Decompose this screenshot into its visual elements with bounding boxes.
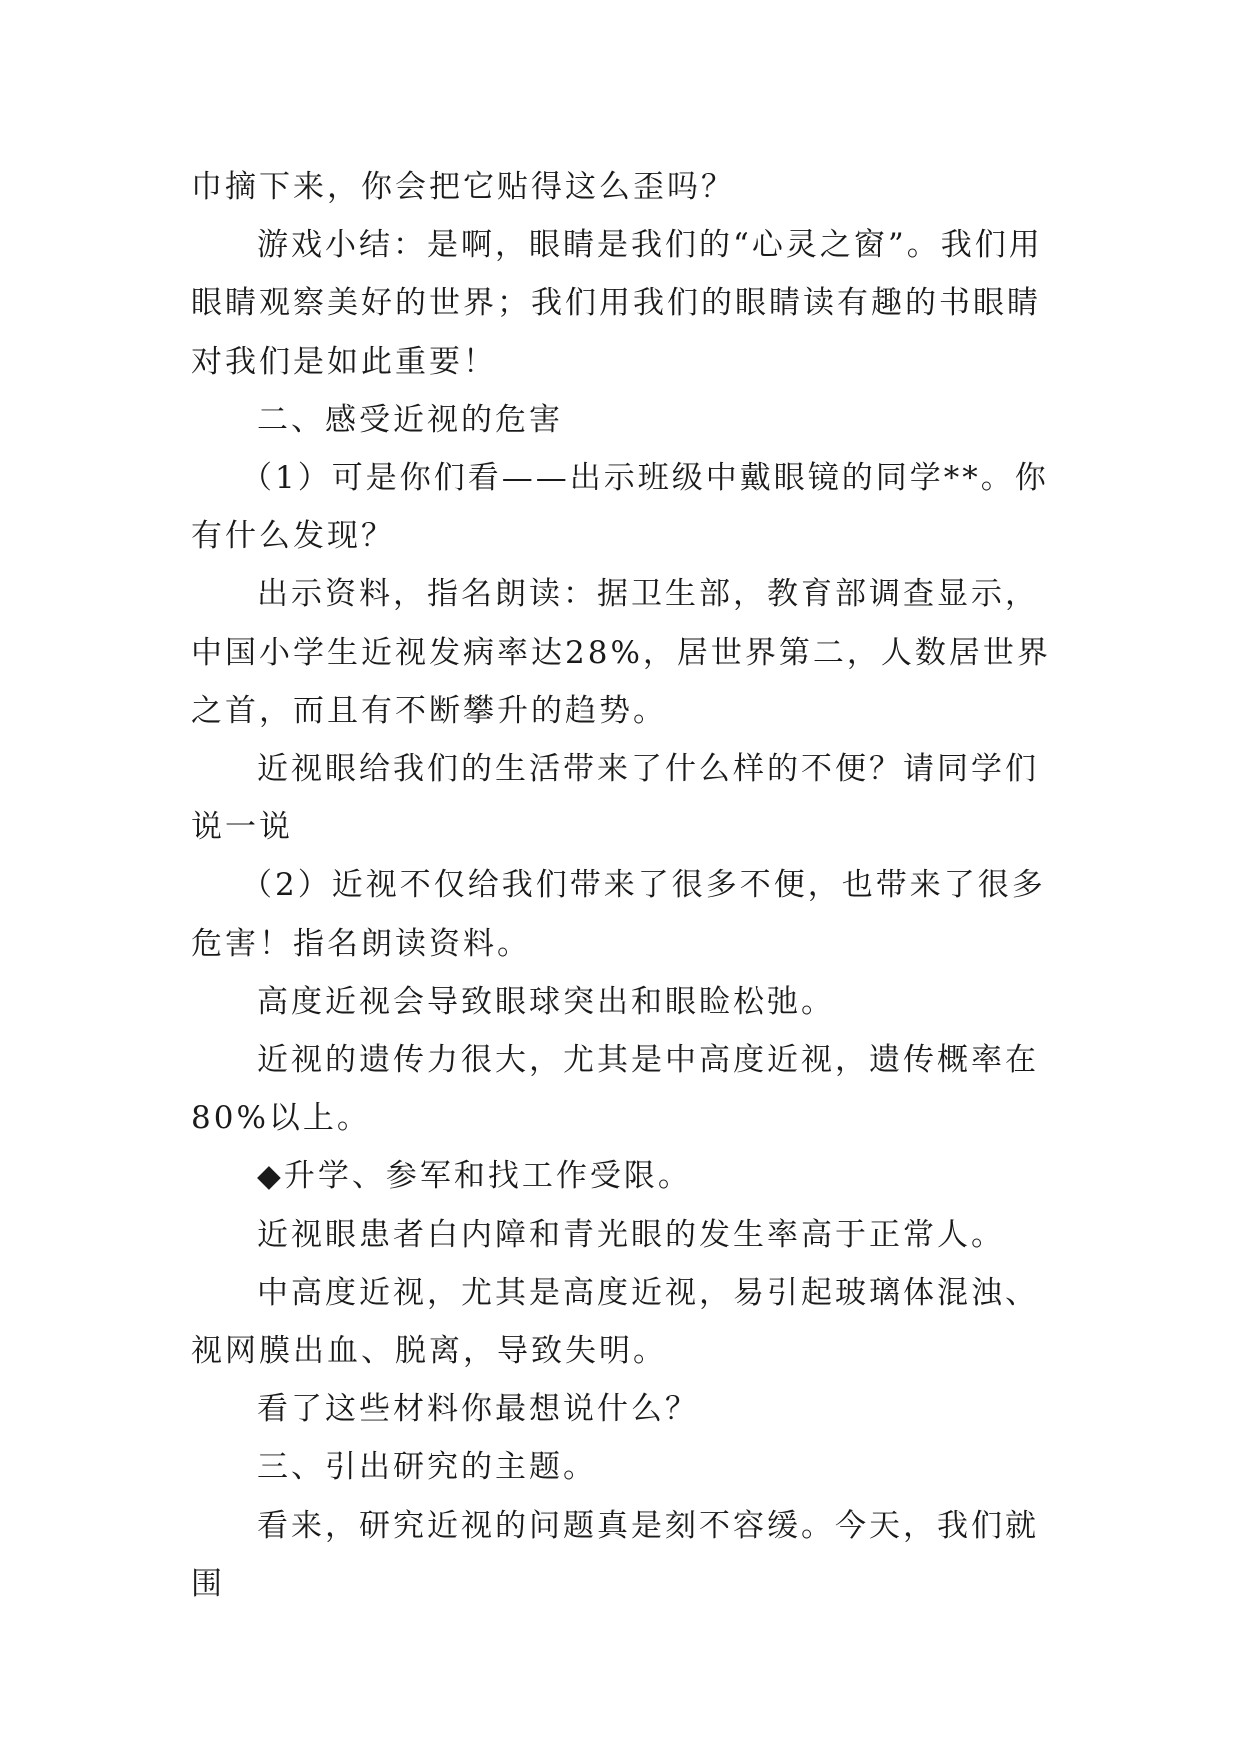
paragraph-reflection: 看了这些材料你最想说什么？ — [257, 1391, 699, 1428]
paragraph-harm-1: 高度近视会导致眼球突出和眼睑松弛。 — [257, 983, 835, 1020]
paragraph-harm-4: 近视眼患者白内障和青光眼的发生率高于正常人。 — [257, 1216, 1005, 1253]
paragraph-continuation: 巾摘下来，你会把它贴得这么歪吗？ — [191, 169, 735, 205]
paragraph-harm-3: ◆升学、参军和找工作受限。 — [257, 1158, 692, 1195]
paragraph-item-1: （1）可是你们看——出示班级中戴眼镜的同学**。你有什么发现？ — [191, 460, 1049, 555]
paragraph-item-2: （2）近视不仅给我们带来了很多不便，也带来了很多危害！指名朗读资料。 — [191, 867, 1046, 962]
section-heading-3: 三、引出研究的主题。 — [257, 1449, 597, 1486]
paragraph-game-summary: 游戏小结：是啊，眼睛是我们的“心灵之窗”。我们用眼睛观察美好的世界；我们用我们的眼睛读有趣的书眼睛对我们是如此重要！ — [191, 227, 1043, 380]
paragraph-data: 出示资料，指名朗读：据卫生部，教育部调查显示，中国小学生近视发病率达28%，居世界第二，人数居世界之首，而且有不断攀升的趋势。 — [191, 576, 1051, 729]
paragraph-question: 近视眼给我们的生活带来了什么样的不便？请同学们说一说 — [191, 751, 1039, 846]
paragraph-closing: 看来，研究近视的问题真是刻不容缓。今天，我们就围 — [191, 1507, 1039, 1602]
body-text — [191, 158, 1071, 1613]
section-heading-2: 二、感受近视的危害 — [257, 401, 563, 438]
paragraph-harm-2: 近视的遗传力很大，尤其是中高度近视，遗传概率在80%以上。 — [191, 1042, 1039, 1137]
paragraph-harm-5: 中高度近视，尤其是高度近视，易引起玻璃体混浊、视网膜出血、脱离，导致失明。 — [191, 1274, 1039, 1370]
